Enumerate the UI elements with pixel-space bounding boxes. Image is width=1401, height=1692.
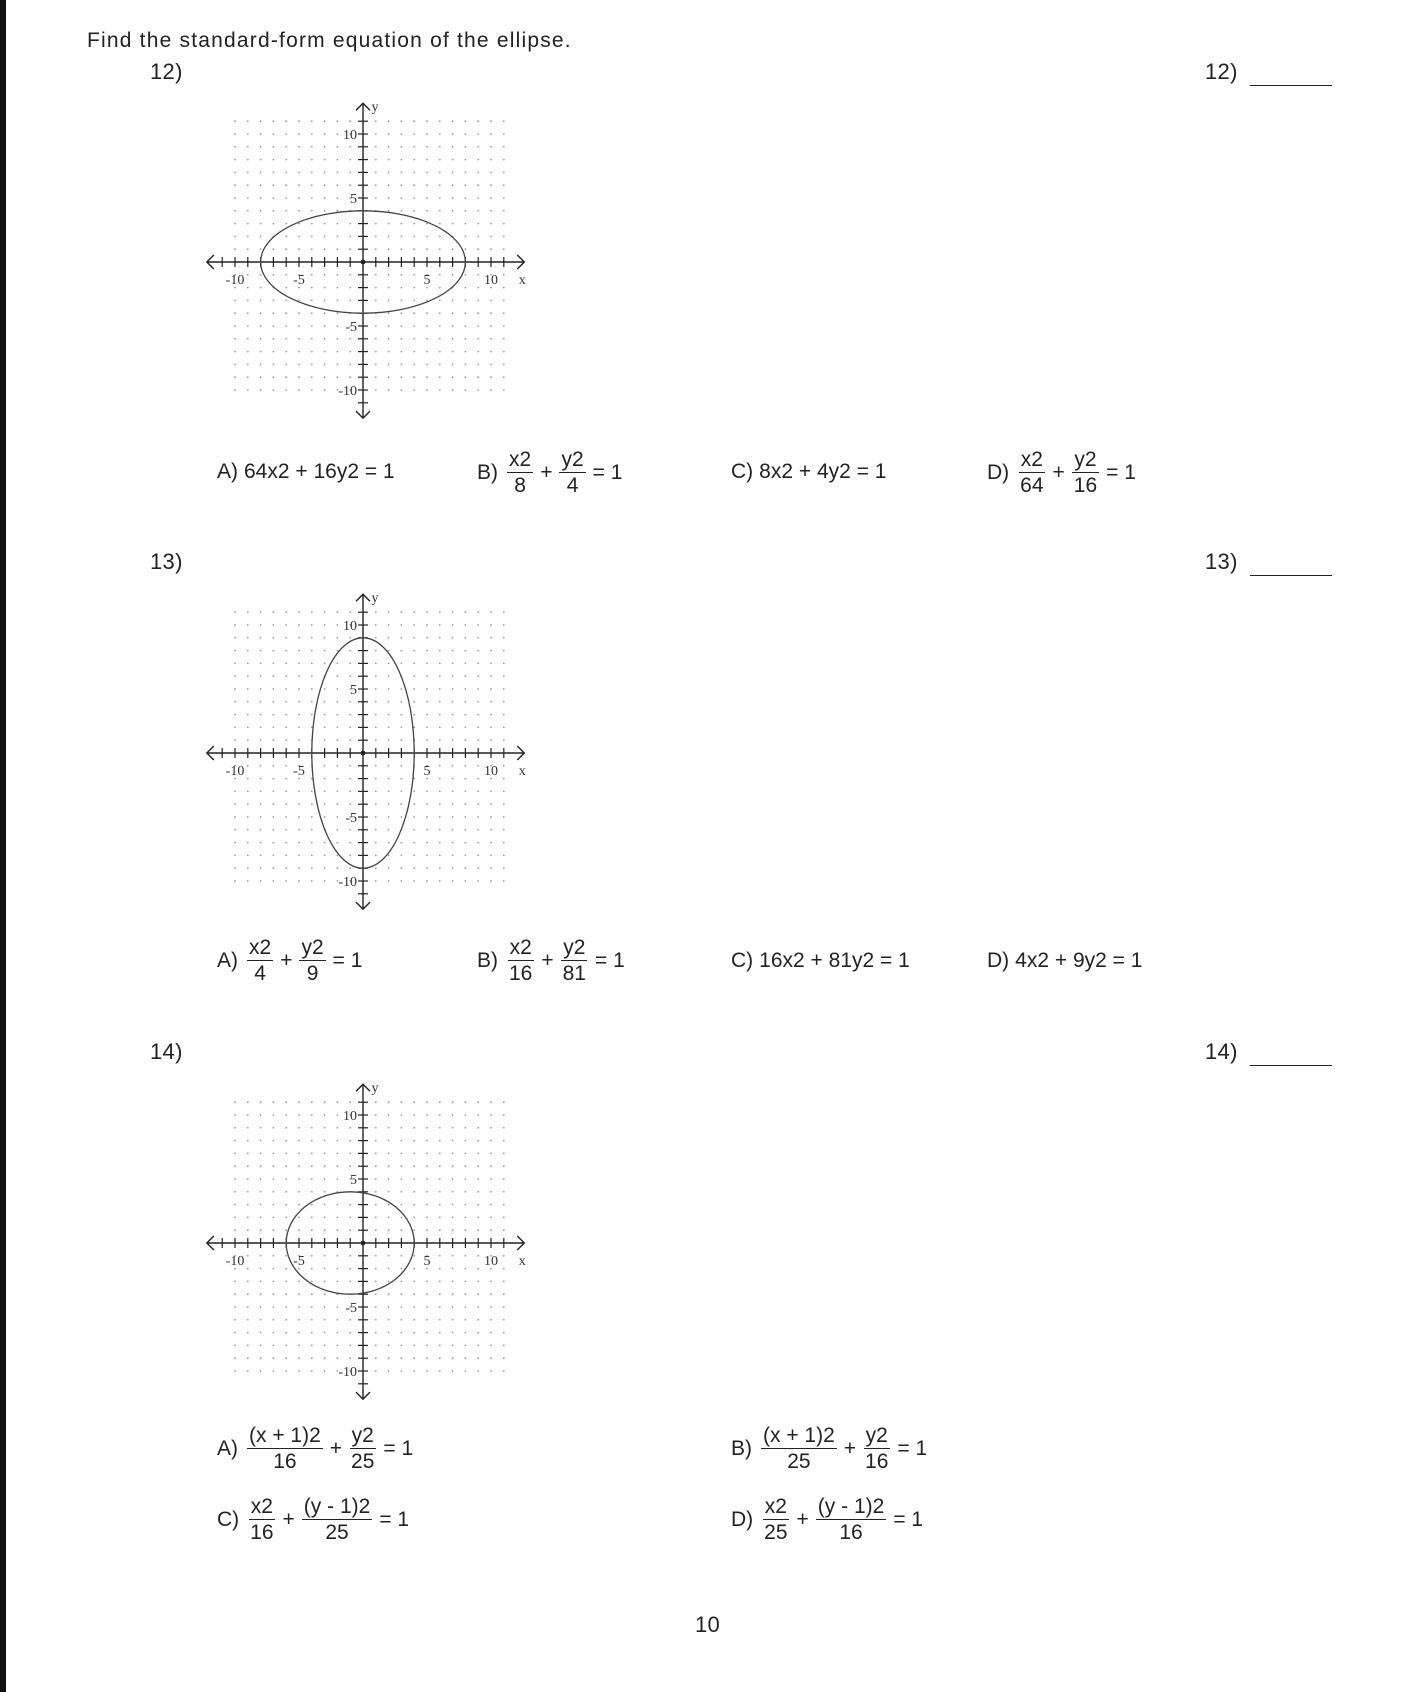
numerator: y2	[1074, 448, 1097, 471]
y-tick-label: 10	[343, 619, 357, 634]
equals-one: = 1	[897, 1436, 928, 1460]
choice-letter: C)	[217, 1507, 240, 1531]
y-axis-label: y	[371, 590, 379, 606]
numerator: (x + 1)2	[763, 1424, 835, 1447]
plus-sign: +	[796, 1507, 809, 1531]
choice-expression: 4x2 + 9y2 = 1	[1015, 949, 1143, 972]
denominator: 25	[764, 1521, 788, 1544]
choice-letter: B)	[731, 1436, 752, 1460]
choice-letter: D)	[987, 949, 1010, 972]
choice-14-d[interactable]	[731, 1494, 927, 1545]
answer-14-label: 14)	[1205, 1039, 1238, 1064]
y-tick-label: -5	[345, 320, 357, 335]
numerator: (y - 1)2	[817, 1495, 885, 1518]
fraction-2	[816, 1494, 887, 1545]
answer-12-label: 12)	[1205, 59, 1238, 84]
x-tick-label: -10	[225, 764, 245, 779]
equals-one: = 1	[383, 1436, 414, 1460]
problem-13-label: 13)	[150, 549, 183, 574]
origin-dot	[361, 1241, 366, 1246]
answer-13-label: 13)	[1205, 549, 1238, 574]
y-tick-label: -5	[345, 1301, 357, 1316]
denominator: 16	[1073, 474, 1098, 497]
choice-expression: 16x2 + 81y2 = 1	[759, 949, 910, 972]
denominator: 9	[306, 962, 319, 985]
y-tick-label: -10	[338, 384, 357, 399]
numerator: x2	[509, 448, 532, 471]
numerator: y2	[865, 1424, 888, 1447]
y-tick-label: -10	[338, 1365, 357, 1380]
choice-letter: A)	[217, 948, 238, 972]
equals-one: = 1	[332, 948, 363, 972]
denominator: 16	[865, 1450, 889, 1473]
choice-letter: B)	[477, 460, 498, 484]
denominator: 8	[514, 474, 526, 497]
x-tick-label: 10	[484, 1254, 498, 1269]
y-tick-label: -10	[338, 875, 357, 890]
denominator: 16	[839, 1521, 863, 1544]
denominator: 16	[509, 962, 533, 985]
plus-sign: +	[1052, 460, 1065, 484]
fraction-2	[349, 1423, 376, 1474]
x-tick-label: -5	[293, 1254, 305, 1269]
plus-sign: +	[540, 460, 553, 484]
denominator: 81	[562, 962, 586, 985]
y-tick-label: 10	[343, 1109, 357, 1124]
y-axis-label: y	[371, 99, 379, 115]
fraction-1	[247, 1423, 323, 1474]
y-tick-label: 10	[343, 128, 357, 143]
choice-expression: 8x2 + 4y2 = 1	[759, 460, 887, 483]
x-tick-label: 10	[484, 764, 498, 779]
choice-letter: A)	[217, 460, 238, 483]
axes	[207, 1084, 524, 1399]
denominator: 25	[787, 1450, 811, 1473]
choice-letter: D)	[731, 1507, 754, 1531]
equals-one: = 1	[379, 1507, 410, 1531]
fraction-2	[863, 1423, 890, 1474]
numerator: y2	[561, 448, 584, 471]
numerator: y2	[563, 936, 586, 959]
x-tick-label: 5	[423, 764, 431, 779]
x-axis-label: x	[518, 273, 526, 288]
equals-one: = 1	[893, 1507, 924, 1531]
fraction-2	[302, 1494, 373, 1545]
y-tick-label: 5	[350, 1173, 357, 1188]
choice-letter: D)	[987, 460, 1010, 484]
instructions: Find the standard-form equation of the ellipse.	[87, 29, 572, 52]
x-tick-label: -5	[293, 273, 305, 288]
y-tick-label: 5	[350, 192, 357, 207]
equals-one: = 1	[592, 460, 623, 484]
choice-letter: C)	[731, 949, 754, 972]
equals-one: = 1	[594, 948, 625, 972]
x-tick-label: -5	[293, 764, 305, 779]
choice-14-a[interactable]	[217, 1423, 417, 1474]
numerator: x2	[249, 936, 272, 959]
numerator: (x + 1)2	[249, 1424, 321, 1447]
problem-12-label: 12)	[150, 59, 183, 84]
denominator: 16	[250, 1521, 274, 1544]
denominator: 25	[325, 1521, 349, 1544]
page-number: 10	[695, 1612, 721, 1637]
fraction-1	[762, 1494, 789, 1545]
numerator: x2	[1020, 448, 1043, 471]
x-tick-label: 5	[423, 273, 431, 288]
numerator: x2	[764, 1495, 787, 1518]
x-axis-label: x	[518, 1254, 526, 1269]
denominator: 16	[273, 1450, 297, 1473]
y-tick-label: 5	[350, 683, 357, 698]
y-axis-label: y	[371, 1080, 379, 1096]
choice-14-b[interactable]	[731, 1423, 931, 1474]
plus-sign: +	[541, 948, 554, 972]
denominator: 25	[351, 1450, 375, 1473]
choice-letter: C)	[731, 460, 754, 483]
choice-letter: A)	[217, 1436, 238, 1460]
denominator: 64	[1020, 474, 1044, 497]
fraction-1	[761, 1423, 837, 1474]
choice-letter: B)	[477, 948, 498, 972]
numerator: x2	[509, 936, 532, 959]
plus-sign: +	[843, 1436, 857, 1460]
denominator: 4	[566, 474, 579, 497]
numerator: (y - 1)2	[303, 1495, 371, 1518]
equals-one: = 1	[1106, 460, 1136, 484]
y-tick-label: -5	[345, 811, 357, 826]
x-tick-label: -10	[225, 1254, 245, 1269]
dot-grid	[234, 1101, 505, 1372]
choice-14-c[interactable]	[217, 1494, 413, 1545]
x-tick-label: 5	[423, 1254, 431, 1269]
plus-sign: +	[282, 1507, 295, 1531]
problem-14-label: 14)	[150, 1039, 183, 1064]
plus-sign: +	[329, 1436, 343, 1460]
plus-sign: +	[280, 948, 293, 972]
numerator: y2	[301, 936, 324, 959]
numerator: y2	[351, 1424, 374, 1447]
x-axis-label: x	[518, 764, 526, 779]
denominator: 4	[254, 962, 266, 985]
x-tick-label: 10	[484, 273, 498, 288]
fraction-1	[248, 1494, 275, 1545]
x-tick-label: -10	[225, 273, 245, 288]
numerator: x2	[250, 1495, 273, 1518]
choice-expression: 64x2 + 16y2 = 1	[244, 460, 395, 483]
